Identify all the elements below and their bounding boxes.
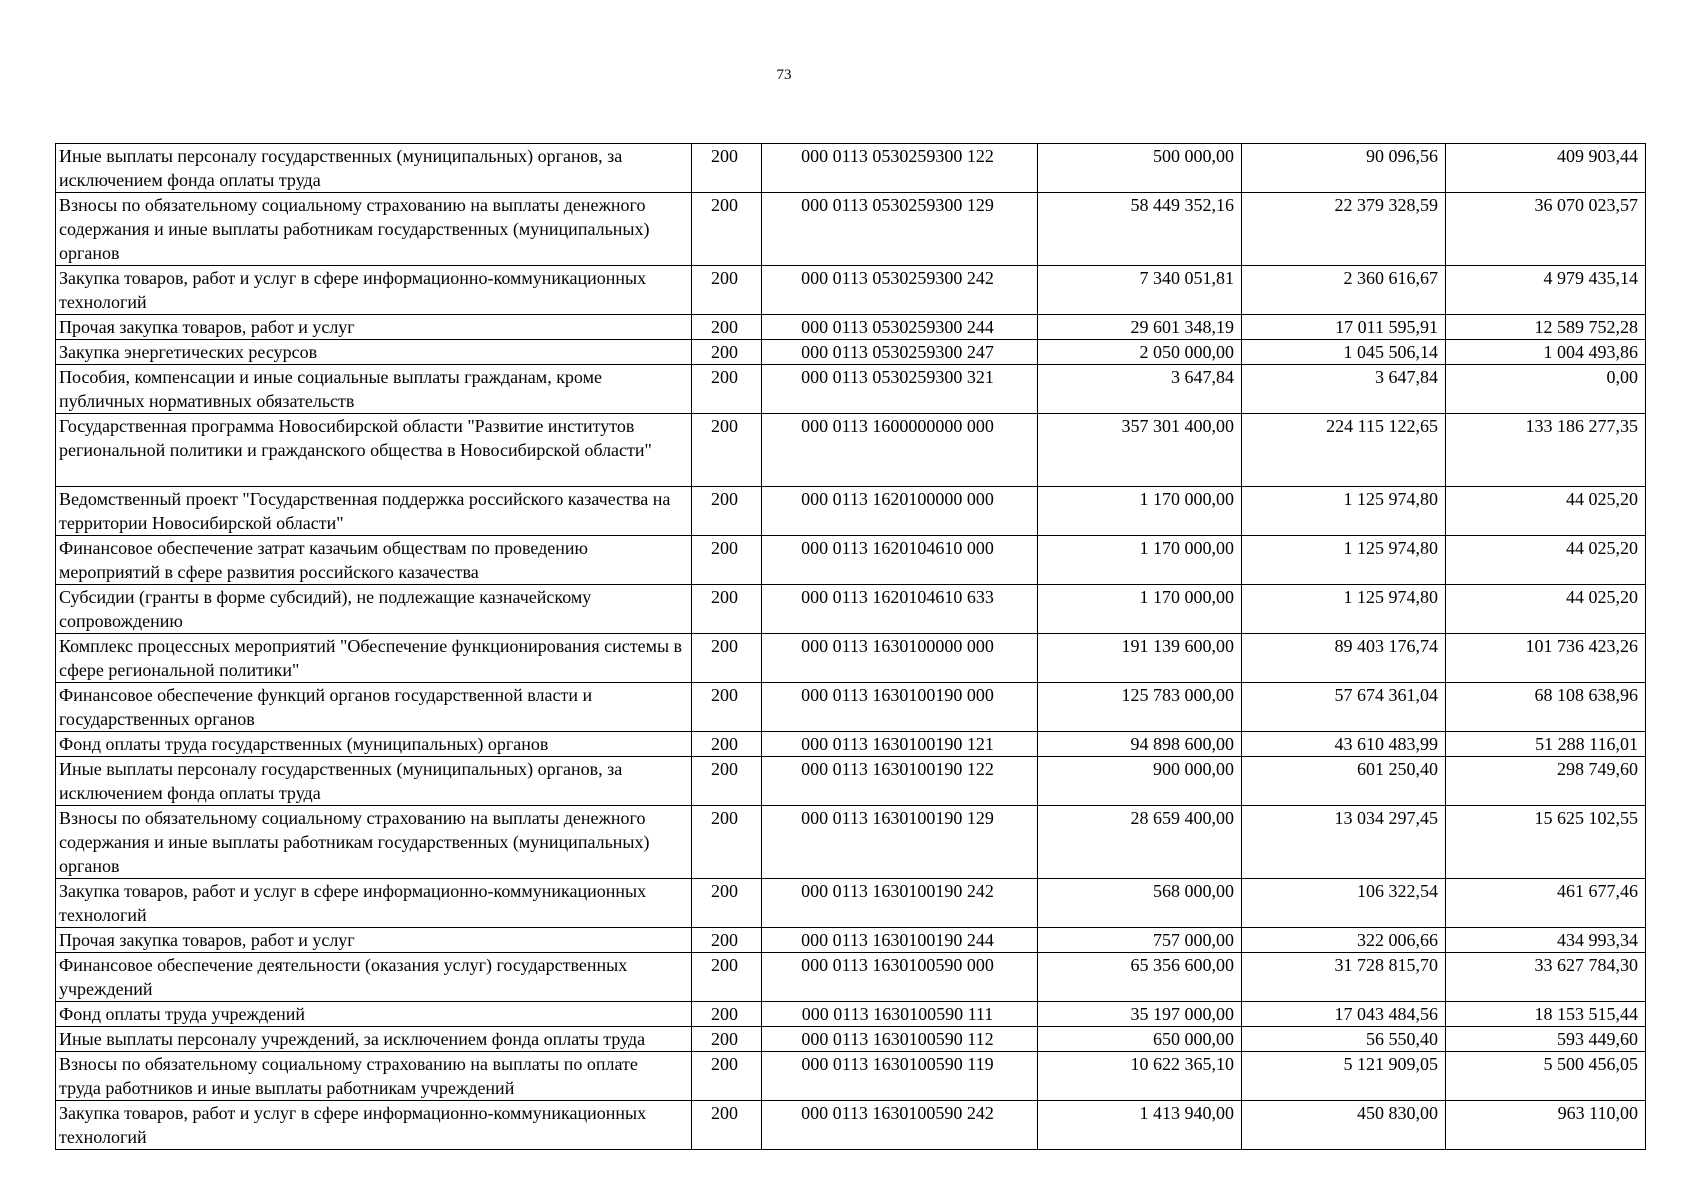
row-executed-cell: 224 115 122,65 bbox=[1242, 414, 1446, 487]
row-executed-cell: 450 830,00 bbox=[1242, 1101, 1446, 1150]
row-unexecuted-cell: 44 025,20 bbox=[1446, 536, 1646, 585]
row-name-cell: Взносы по обязательному социальному страхованию на выплаты денежного содержания и иные выплаты работникам государственных (муниципальных) органов bbox=[56, 193, 692, 266]
row-name-cell: Взносы по обязательному социальному страхованию на выплаты по оплате труда работников и иные выплаты работникам учреждений bbox=[56, 1052, 692, 1101]
row-code-cell: 200 bbox=[692, 1027, 762, 1052]
row-approved-cell: 125 783 000,00 bbox=[1038, 683, 1242, 732]
row-code-cell: 200 bbox=[692, 487, 762, 536]
row-name-cell: Финансовое обеспечение затрат казачьим обществам по проведению мероприятий в сфере развития российского казачества bbox=[56, 536, 692, 585]
row-code-cell: 200 bbox=[692, 683, 762, 732]
row-classification-cell: 000 0113 1630100190 244 bbox=[762, 928, 1038, 953]
row-approved-cell: 1 170 000,00 bbox=[1038, 487, 1242, 536]
row-unexecuted-cell: 461 677,46 bbox=[1446, 879, 1646, 928]
row-code-cell: 200 bbox=[692, 414, 762, 487]
row-code-cell: 200 bbox=[692, 1052, 762, 1101]
table-row bbox=[56, 315, 1646, 340]
row-unexecuted-cell: 5 500 456,05 bbox=[1446, 1052, 1646, 1101]
table-row bbox=[56, 536, 1646, 585]
row-executed-cell: 17 011 595,91 bbox=[1242, 315, 1446, 340]
row-executed-cell: 17 043 484,56 bbox=[1242, 1002, 1446, 1027]
row-unexecuted-cell: 33 627 784,30 bbox=[1446, 953, 1646, 1002]
row-code-cell: 200 bbox=[692, 953, 762, 1002]
table-row bbox=[56, 1052, 1646, 1101]
table-row bbox=[56, 340, 1646, 365]
row-code-cell: 200 bbox=[692, 879, 762, 928]
table-row bbox=[56, 144, 1646, 193]
row-classification-cell: 000 0113 1630100590 119 bbox=[762, 1052, 1038, 1101]
row-name-cell: Пособия, компенсации и иные социальные выплаты гражданам, кроме публичных нормативных обязательств bbox=[56, 365, 692, 414]
row-code-cell: 200 bbox=[692, 144, 762, 193]
table-row bbox=[56, 806, 1646, 879]
row-executed-cell: 1 045 506,14 bbox=[1242, 340, 1446, 365]
table-row bbox=[56, 1101, 1646, 1150]
row-unexecuted-cell: 68 108 638,96 bbox=[1446, 683, 1646, 732]
row-classification-cell: 000 0113 0530259300 122 bbox=[762, 144, 1038, 193]
row-unexecuted-cell: 133 186 277,35 bbox=[1446, 414, 1646, 487]
row-code-cell: 200 bbox=[692, 806, 762, 879]
row-code-cell: 200 bbox=[692, 340, 762, 365]
row-approved-cell: 757 000,00 bbox=[1038, 928, 1242, 953]
row-name-cell: Ведомственный проект "Государственная поддержка российского казачества на территории Новосибирской области" bbox=[56, 487, 692, 536]
row-unexecuted-cell: 15 625 102,55 bbox=[1446, 806, 1646, 879]
row-executed-cell: 57 674 361,04 bbox=[1242, 683, 1446, 732]
row-unexecuted-cell: 593 449,60 bbox=[1446, 1027, 1646, 1052]
row-name-cell: Фонд оплаты труда государственных (муниципальных) органов bbox=[56, 732, 692, 757]
row-classification-cell: 000 0113 0530259300 321 bbox=[762, 365, 1038, 414]
row-classification-cell: 000 0113 1630100190 121 bbox=[762, 732, 1038, 757]
budget-table-body bbox=[56, 144, 1646, 1150]
row-unexecuted-cell: 51 288 116,01 bbox=[1446, 732, 1646, 757]
row-executed-cell: 1 125 974,80 bbox=[1242, 487, 1446, 536]
row-approved-cell: 7 340 051,81 bbox=[1038, 266, 1242, 315]
table-row bbox=[56, 879, 1646, 928]
table-row bbox=[56, 757, 1646, 806]
row-unexecuted-cell: 0,00 bbox=[1446, 365, 1646, 414]
row-approved-cell: 2 050 000,00 bbox=[1038, 340, 1242, 365]
row-approved-cell: 3 647,84 bbox=[1038, 365, 1242, 414]
row-approved-cell: 94 898 600,00 bbox=[1038, 732, 1242, 757]
row-code-cell: 200 bbox=[692, 585, 762, 634]
row-name-cell: Прочая закупка товаров, работ и услуг bbox=[56, 928, 692, 953]
row-name-cell: Иные выплаты персоналу учреждений, за исключением фонда оплаты труда bbox=[56, 1027, 692, 1052]
row-code-cell: 200 bbox=[692, 315, 762, 340]
row-executed-cell: 89 403 176,74 bbox=[1242, 634, 1446, 683]
row-code-cell: 200 bbox=[692, 536, 762, 585]
table-row bbox=[56, 365, 1646, 414]
row-code-cell: 200 bbox=[692, 266, 762, 315]
row-approved-cell: 1 170 000,00 bbox=[1038, 585, 1242, 634]
row-approved-cell: 28 659 400,00 bbox=[1038, 806, 1242, 879]
table-row bbox=[56, 266, 1646, 315]
row-name-cell: Иные выплаты персоналу государственных (муниципальных) органов, за исключением фонда оплаты труда bbox=[56, 757, 692, 806]
table-row bbox=[56, 683, 1646, 732]
row-classification-cell: 000 0113 1620104610 000 bbox=[762, 536, 1038, 585]
row-code-cell: 200 bbox=[692, 1002, 762, 1027]
table-row bbox=[56, 487, 1646, 536]
row-code-cell: 200 bbox=[692, 928, 762, 953]
table-row bbox=[56, 193, 1646, 266]
row-executed-cell: 13 034 297,45 bbox=[1242, 806, 1446, 879]
row-classification-cell: 000 0113 1630100590 242 bbox=[762, 1101, 1038, 1150]
row-approved-cell: 500 000,00 bbox=[1038, 144, 1242, 193]
row-executed-cell: 90 096,56 bbox=[1242, 144, 1446, 193]
row-classification-cell: 000 0113 1630100590 111 bbox=[762, 1002, 1038, 1027]
row-unexecuted-cell: 298 749,60 bbox=[1446, 757, 1646, 806]
row-classification-cell: 000 0113 1630100590 000 bbox=[762, 953, 1038, 1002]
row-classification-cell: 000 0113 1630100190 129 bbox=[762, 806, 1038, 879]
row-approved-cell: 35 197 000,00 bbox=[1038, 1002, 1242, 1027]
row-unexecuted-cell: 963 110,00 bbox=[1446, 1101, 1646, 1150]
row-unexecuted-cell: 1 004 493,86 bbox=[1446, 340, 1646, 365]
table-row bbox=[56, 732, 1646, 757]
row-name-cell: Закупка энергетических ресурсов bbox=[56, 340, 692, 365]
row-name-cell: Закупка товаров, работ и услуг в сфере информационно-коммуникационных технологий bbox=[56, 1101, 692, 1150]
row-unexecuted-cell: 4 979 435,14 bbox=[1446, 266, 1646, 315]
row-unexecuted-cell: 101 736 423,26 bbox=[1446, 634, 1646, 683]
row-classification-cell: 000 0113 1630100000 000 bbox=[762, 634, 1038, 683]
row-executed-cell: 56 550,40 bbox=[1242, 1027, 1446, 1052]
row-classification-cell: 000 0113 0530259300 244 bbox=[762, 315, 1038, 340]
row-approved-cell: 58 449 352,16 bbox=[1038, 193, 1242, 266]
row-unexecuted-cell: 44 025,20 bbox=[1446, 487, 1646, 536]
row-name-cell: Закупка товаров, работ и услуг в сфере информационно-коммуникационных технологий bbox=[56, 266, 692, 315]
row-unexecuted-cell: 18 153 515,44 bbox=[1446, 1002, 1646, 1027]
row-classification-cell: 000 0113 0530259300 242 bbox=[762, 266, 1038, 315]
row-approved-cell: 650 000,00 bbox=[1038, 1027, 1242, 1052]
row-executed-cell: 5 121 909,05 bbox=[1242, 1052, 1446, 1101]
row-approved-cell: 568 000,00 bbox=[1038, 879, 1242, 928]
row-code-cell: 200 bbox=[692, 193, 762, 266]
row-code-cell: 200 bbox=[692, 732, 762, 757]
row-code-cell: 200 bbox=[692, 634, 762, 683]
row-executed-cell: 322 006,66 bbox=[1242, 928, 1446, 953]
row-name-cell: Закупка товаров, работ и услуг в сфере информационно-коммуникационных технологий bbox=[56, 879, 692, 928]
row-name-cell: Комплекс процессных мероприятий "Обеспечение функционирования системы в сфере региональной политики" bbox=[56, 634, 692, 683]
row-classification-cell: 000 0113 1630100590 112 bbox=[762, 1027, 1038, 1052]
table-row bbox=[56, 585, 1646, 634]
row-approved-cell: 900 000,00 bbox=[1038, 757, 1242, 806]
row-unexecuted-cell: 12 589 752,28 bbox=[1446, 315, 1646, 340]
row-executed-cell: 601 250,40 bbox=[1242, 757, 1446, 806]
row-classification-cell: 000 0113 1620100000 000 bbox=[762, 487, 1038, 536]
page-number: 73 bbox=[776, 67, 792, 83]
row-name-cell: Взносы по обязательному социальному страхованию на выплаты денежного содержания и иные выплаты работникам государственных (муниципальных) органов bbox=[56, 806, 692, 879]
row-classification-cell: 000 0113 1620104610 633 bbox=[762, 585, 1038, 634]
row-code-cell: 200 bbox=[692, 1101, 762, 1150]
row-executed-cell: 1 125 974,80 bbox=[1242, 536, 1446, 585]
row-unexecuted-cell: 44 025,20 bbox=[1446, 585, 1646, 634]
row-classification-cell: 000 0113 1630100190 122 bbox=[762, 757, 1038, 806]
row-executed-cell: 1 125 974,80 bbox=[1242, 585, 1446, 634]
row-executed-cell: 2 360 616,67 bbox=[1242, 266, 1446, 315]
row-code-cell: 200 bbox=[692, 757, 762, 806]
row-executed-cell: 43 610 483,99 bbox=[1242, 732, 1446, 757]
row-classification-cell: 000 0113 1600000000 000 bbox=[762, 414, 1038, 487]
row-classification-cell: 000 0113 0530259300 129 bbox=[762, 193, 1038, 266]
table-row bbox=[56, 414, 1646, 487]
row-approved-cell: 1 413 940,00 bbox=[1038, 1101, 1242, 1150]
row-executed-cell: 31 728 815,70 bbox=[1242, 953, 1446, 1002]
row-approved-cell: 10 622 365,10 bbox=[1038, 1052, 1242, 1101]
row-approved-cell: 191 139 600,00 bbox=[1038, 634, 1242, 683]
row-name-cell: Субсидии (гранты в форме субсидий), не подлежащие казначейскому сопровождению bbox=[56, 585, 692, 634]
budget-table bbox=[55, 143, 1646, 1150]
table-row bbox=[56, 1027, 1646, 1052]
row-name-cell: Государственная программа Новосибирской области "Развитие институтов региональной политики и гражданского общества в Новосибирской области" bbox=[56, 414, 692, 487]
row-name-cell: Фонд оплаты труда учреждений bbox=[56, 1002, 692, 1027]
row-approved-cell: 1 170 000,00 bbox=[1038, 536, 1242, 585]
row-name-cell: Финансовое обеспечение деятельности (оказания услуг) государственных учреждений bbox=[56, 953, 692, 1002]
row-approved-cell: 29 601 348,19 bbox=[1038, 315, 1242, 340]
table-row bbox=[56, 953, 1646, 1002]
row-classification-cell: 000 0113 1630100190 242 bbox=[762, 879, 1038, 928]
row-executed-cell: 22 379 328,59 bbox=[1242, 193, 1446, 266]
table-row bbox=[56, 928, 1646, 953]
row-name-cell: Иные выплаты персоналу государственных (муниципальных) органов, за исключением фонда оплаты труда bbox=[56, 144, 692, 193]
row-executed-cell: 106 322,54 bbox=[1242, 879, 1446, 928]
row-executed-cell: 3 647,84 bbox=[1242, 365, 1446, 414]
row-approved-cell: 357 301 400,00 bbox=[1038, 414, 1242, 487]
row-classification-cell: 000 0113 0530259300 247 bbox=[762, 340, 1038, 365]
table-row bbox=[56, 634, 1646, 683]
row-unexecuted-cell: 36 070 023,57 bbox=[1446, 193, 1646, 266]
table-row bbox=[56, 1002, 1646, 1027]
row-unexecuted-cell: 434 993,34 bbox=[1446, 928, 1646, 953]
row-name-cell: Прочая закупка товаров, работ и услуг bbox=[56, 315, 692, 340]
row-classification-cell: 000 0113 1630100190 000 bbox=[762, 683, 1038, 732]
row-name-cell: Финансовое обеспечение функций органов государственной власти и государственных органов bbox=[56, 683, 692, 732]
row-unexecuted-cell: 409 903,44 bbox=[1446, 144, 1646, 193]
row-code-cell: 200 bbox=[692, 365, 762, 414]
row-approved-cell: 65 356 600,00 bbox=[1038, 953, 1242, 1002]
